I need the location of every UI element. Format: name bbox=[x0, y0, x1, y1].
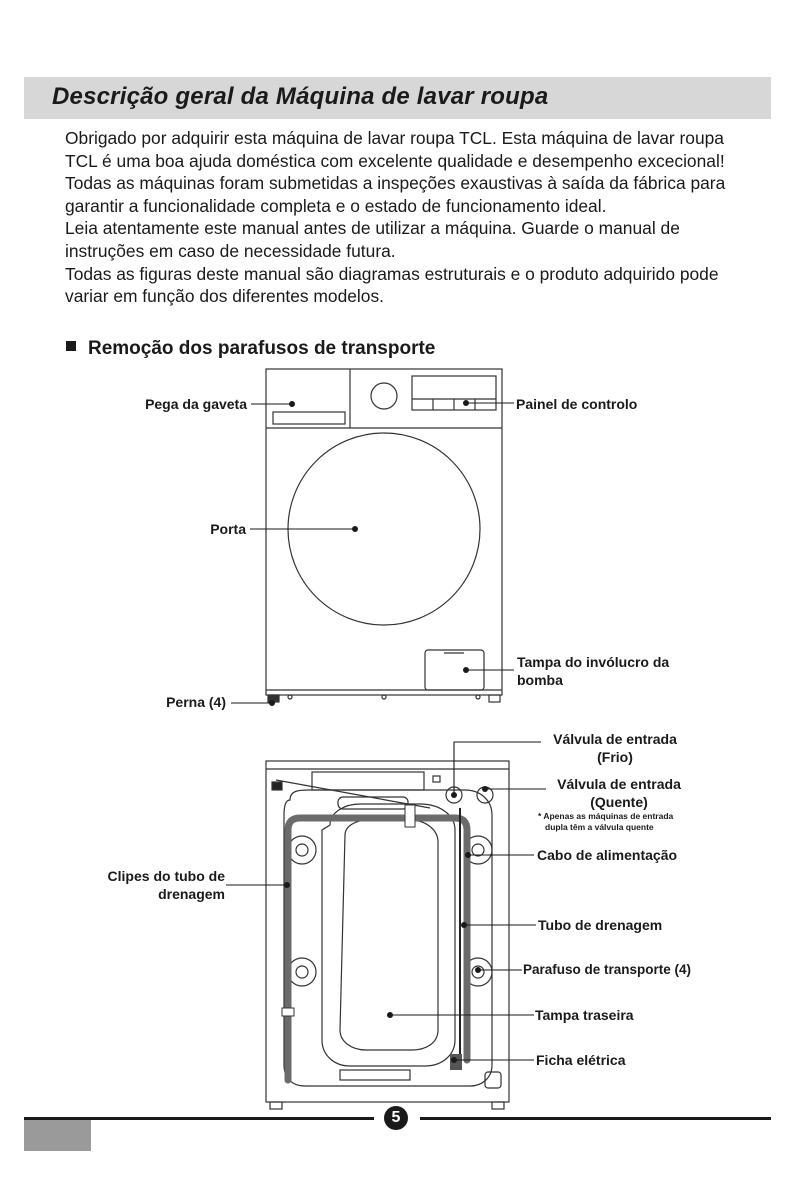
program-knob bbox=[371, 383, 397, 409]
label-inlet-hot-line1: Válvula de entrada bbox=[557, 776, 681, 792]
drain-hose-clip-side bbox=[282, 1008, 294, 1016]
label-inlet-hot-line2: (Quente) bbox=[590, 794, 648, 810]
drain-hose-clip-top bbox=[405, 805, 415, 827]
intro-paragraph-2: Leia atentamente este manual antes de utilizar a máquina. Guarde o manual de instruções em caso de necessidade futura. bbox=[65, 218, 680, 261]
front-leg-right bbox=[489, 695, 500, 702]
dot-power-cable bbox=[465, 852, 471, 858]
label-drain-clips-line2: drenagem bbox=[158, 886, 225, 902]
label-door: Porta bbox=[210, 521, 246, 537]
drawer-handle-recess bbox=[273, 412, 345, 424]
label-power-cable: Cabo de alimentação bbox=[537, 847, 678, 863]
front-body bbox=[266, 369, 502, 695]
footer-line-right bbox=[420, 1117, 771, 1120]
label-drain-clips bbox=[108, 867, 225, 903]
label-inlet-cold-line1: Válvula de entrada bbox=[553, 731, 677, 747]
drain-hose-path bbox=[288, 818, 467, 1080]
dot-drain-clips bbox=[284, 882, 290, 888]
section-heading-text: Remoção dos parafusos de transporte bbox=[88, 338, 436, 359]
back-body bbox=[266, 761, 509, 1102]
label-back-cover: Tampa traseira bbox=[535, 1007, 634, 1023]
transport-bolt-bottom-left bbox=[288, 958, 316, 986]
dot-door bbox=[352, 526, 358, 532]
label-pump-cover bbox=[517, 653, 669, 689]
dot-control-panel bbox=[463, 400, 469, 406]
label-inlet-hot bbox=[544, 775, 694, 811]
hot-valve-note bbox=[538, 811, 673, 833]
dot-inlet-cold bbox=[451, 792, 457, 798]
footer-tab bbox=[24, 1120, 91, 1151]
dot-leg bbox=[269, 700, 275, 706]
dot-plug bbox=[451, 1057, 457, 1063]
dot-drawer-handle bbox=[289, 401, 295, 407]
dot-drain-hose bbox=[461, 922, 467, 928]
dot-pump-cover bbox=[463, 667, 469, 673]
hot-valve-note-line2: dupla têm a válvula quente bbox=[545, 822, 654, 832]
label-drain-clips-line1: Clipes do tubo de bbox=[107, 868, 225, 884]
label-transport-bolt: Parafuso de transporte (4) bbox=[523, 962, 692, 977]
label-drain-hose: Tubo de drenagem bbox=[538, 917, 663, 933]
dot-inlet-hot bbox=[482, 786, 488, 792]
intro-paragraph-1: Obrigado por adquirir esta máquina de lavar roupa TCL. Esta máquina de lavar roupa TCL é uma boa ajuda doméstica com excelente qualidade e desempenho excecional! Todas as máquinas foram submetidas a inspeções exaustivas à saída da fábrica para garantir a funcionalidade completa e o estado de funcionamento ideal. bbox=[65, 128, 726, 216]
label-inlet-cold-line2: (Frio) bbox=[597, 749, 633, 765]
label-control-panel: Painel de controlo bbox=[516, 396, 638, 412]
hot-valve-note-line1: * Apenas as máquinas de entrada bbox=[538, 811, 674, 821]
label-plug: Ficha elétrica bbox=[536, 1052, 626, 1068]
label-inlet-cold bbox=[540, 730, 690, 766]
dot-back-cover bbox=[387, 1012, 393, 1018]
dot-transport-bolt bbox=[475, 967, 481, 973]
page-title: Descrição geral da Máquina de lavar roupa bbox=[52, 83, 549, 110]
transport-bolt-top-left bbox=[288, 836, 316, 864]
page-number: 5 bbox=[384, 1106, 408, 1130]
back-view-machine bbox=[266, 761, 509, 1109]
label-leg: Perna (4) bbox=[166, 694, 226, 710]
label-pump-cover-line1: Tampa do invólucro da bbox=[517, 654, 670, 670]
label-drawer-handle: Pega da gaveta bbox=[145, 396, 247, 412]
front-view-machine bbox=[266, 369, 502, 702]
label-pump-cover-line2: bomba bbox=[517, 672, 563, 688]
intro-paragraph-3: Todas as figuras deste manual são diagramas estruturais e o produto adquirido pode variar em função dos diferentes modelos. bbox=[65, 263, 719, 307]
